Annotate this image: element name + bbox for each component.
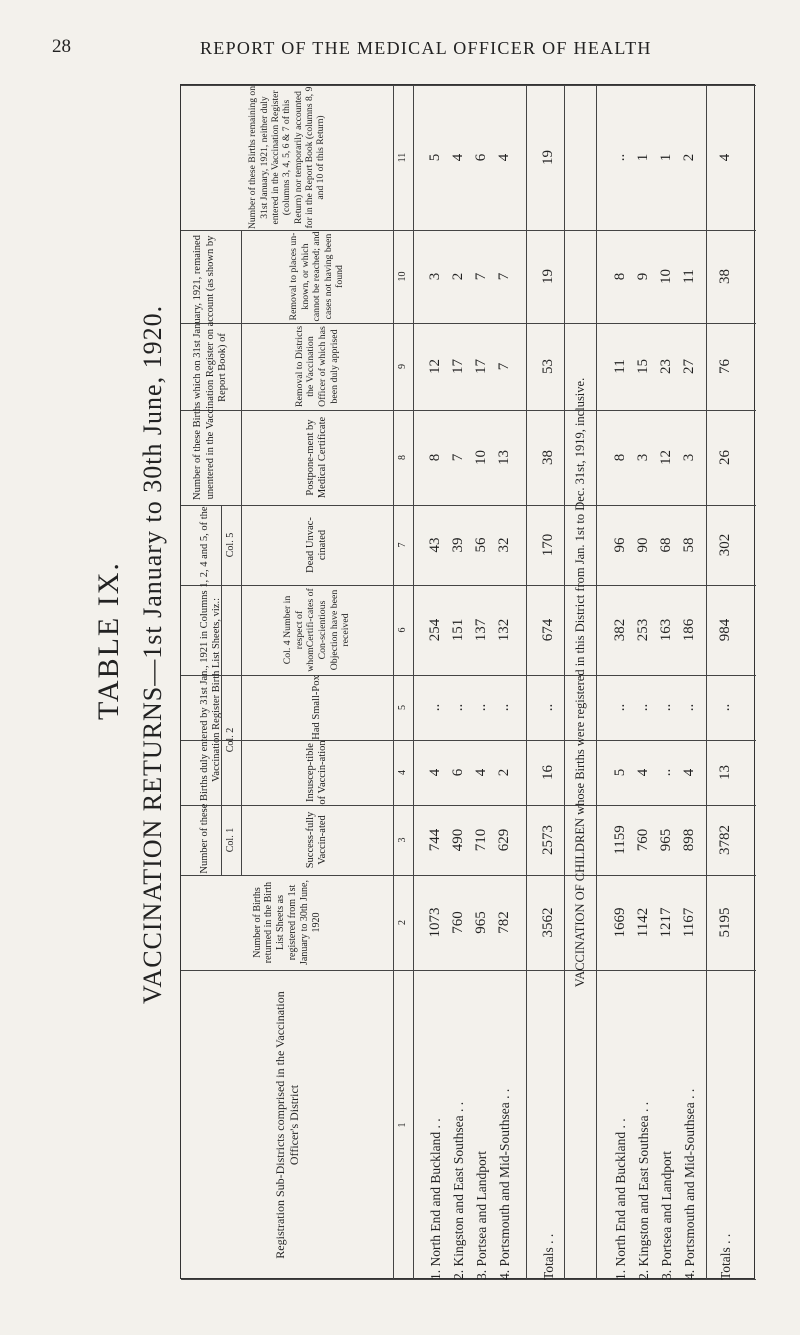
table-cell: 7 (496, 362, 513, 371)
table-cell: 674 (540, 618, 557, 642)
column-number: 2 (397, 920, 409, 925)
district-name: 1. North End and Buckland . . (613, 1118, 629, 1280)
col2b-header: Had Small-Pox (310, 675, 322, 740)
table-cell: 7 (496, 272, 513, 281)
table-cell: 3 (427, 272, 444, 281)
table-cell: 760 (450, 911, 467, 934)
table-cell: 11 (681, 269, 698, 284)
district-name: 3. Portsea and Landport (474, 1151, 490, 1280)
table-cell: 782 (496, 911, 513, 934)
page-title: VACCINATION RETURNS—1st January to 30th June, 1920. (138, 304, 167, 1004)
table-cell: 39 (450, 537, 467, 553)
column-number: 7 (397, 542, 409, 548)
col9-header: Removal to Districts the Vaccination Officer of which has been duly apprised (293, 325, 340, 408)
column-number: 8 (397, 455, 409, 460)
table-cell: 12 (427, 359, 444, 374)
table-cell: 2 (450, 272, 467, 281)
column-number: 5 (397, 705, 409, 710)
column-rule (413, 85, 414, 1280)
table-cell: 4 (450, 153, 467, 162)
table-cell: 8 (427, 453, 444, 462)
col2-label: Col. 2 (225, 727, 237, 753)
table-cell: 965 (658, 828, 675, 852)
table-cell: 53 (540, 359, 557, 374)
table-cell: 4 (427, 768, 444, 777)
table-cell: 26 (717, 450, 734, 465)
table-cell: 38 (540, 450, 557, 465)
table-cell: 4 (681, 768, 698, 777)
column-number: 11 (397, 152, 409, 163)
table-cell: 2 (496, 768, 513, 777)
table-cell: 5195 (717, 907, 734, 938)
col4-header: Col. 4 Number in respect of whomCertifi-cates of Con-scientious Objection have been received (282, 588, 352, 672)
table-cell: 17 (473, 359, 490, 374)
table-cell: 10 (658, 269, 675, 284)
table-cell: .. (450, 703, 467, 712)
table-cell: 19 (540, 150, 557, 165)
vaccination-table (180, 84, 755, 1279)
table-cell: 13 (496, 450, 513, 465)
table-cell: 15 (635, 359, 652, 374)
table-cell: 2 (681, 153, 698, 162)
table-cell: 32 (496, 537, 513, 553)
table-cell: 43 (427, 537, 444, 553)
running-head: REPORT OF THE MEDICAL OFFICER OF HEALTH (200, 38, 652, 58)
table-cell: 132 (496, 618, 513, 642)
col1-label: Col. 1 (225, 827, 237, 853)
table-cell: .. (612, 153, 629, 162)
table-cell: 4 (496, 153, 513, 162)
district-name: 3. Portsea and Landport (659, 1151, 675, 1280)
table-cell: .. (658, 703, 675, 712)
table-cell: 302 (717, 533, 734, 557)
table-cell: 253 (635, 618, 652, 642)
district-name: 4. Portsmouth and Mid-Southsea . . (682, 1088, 698, 1280)
table-cell: 90 (635, 537, 652, 553)
col8-header: Postpone-ment by Medical Certificate (304, 416, 328, 499)
district-header: Registration Sub-Districts comprised in the Vaccination Officer's District (272, 991, 301, 1259)
table-cell: 186 (681, 618, 698, 642)
column-rule (564, 85, 565, 1280)
table-cell: .. (635, 703, 652, 712)
table-cell: 76 (717, 359, 734, 374)
table-cell: 1159 (612, 825, 629, 855)
table-cell: .. (540, 703, 557, 712)
table-cell: 3782 (717, 825, 734, 855)
column-rule (526, 85, 527, 1280)
column-rule (596, 85, 597, 1280)
table-cell: 23 (658, 359, 675, 374)
district-name: 2. Kingston and East Southsea . . (636, 1101, 652, 1280)
table-cell: 1167 (681, 907, 698, 938)
col5-label: Col. 5 (225, 532, 237, 558)
table-cell: 2573 (540, 825, 557, 855)
table-cell: 1 (635, 153, 652, 162)
table-cell: 1217 (658, 907, 675, 938)
column-number: 9 (397, 364, 409, 369)
table-cell: .. (658, 768, 675, 777)
table-cell: 96 (612, 537, 629, 553)
table-cell: 1 (658, 153, 675, 162)
column-number: 4 (397, 770, 409, 775)
column-number: 6 (397, 627, 409, 633)
table-cell: 6 (473, 153, 490, 162)
table-cell: 898 (681, 828, 698, 852)
column-rule (221, 505, 222, 875)
section2-title: VACCINATION OF CHILDREN whose Births were registered in this District from Jan. 1st to Dec. 31st, 1919, inclusive. (572, 377, 587, 988)
table-cell: .. (681, 703, 698, 712)
table-cell: 984 (717, 618, 734, 642)
table-cell: .. (427, 703, 444, 712)
column-number: 3 (397, 837, 409, 843)
district-name: Totals . . (718, 1233, 734, 1280)
group-remained-header: Number of these Births which on 31st January, 1921, remained unentered in the Vaccination Register on account (as shown by Report Book) of (192, 235, 229, 500)
col1-header: Success-fully Vaccin-ated (304, 811, 328, 869)
table-cell: 6 (450, 768, 467, 777)
col2a-header: Insuscep-tible of Vaccin-ation (304, 740, 328, 805)
table-cell: .. (473, 703, 490, 712)
table-cell: .. (717, 703, 734, 712)
table-cell: 965 (473, 911, 490, 934)
table-cell: 760 (635, 828, 652, 852)
table-cell: 170 (540, 533, 557, 557)
table-cell: 254 (427, 618, 444, 642)
births-returned-header: Number of Births returned in the Birth List Sheets as registered from 1st January to 30th June, 1920 (251, 880, 322, 965)
district-name: 1. North End and Buckland . . (428, 1118, 444, 1280)
table-cell: 4 (473, 768, 490, 777)
column-rule (241, 230, 242, 505)
table-cell: 58 (681, 537, 698, 553)
table-cell: 11 (612, 359, 629, 374)
table-cell: 19 (540, 269, 557, 284)
table-cell: .. (496, 703, 513, 712)
table-cell: 5 (427, 153, 444, 162)
table-cell: 27 (681, 359, 698, 374)
table-cell: 5 (612, 768, 629, 777)
col5-header: Dead Unvac-cinated (304, 517, 328, 573)
table-cell: 1073 (427, 907, 444, 938)
table-cell: 17 (450, 359, 467, 374)
table-cell: 38 (717, 269, 734, 284)
column-number: 10 (397, 271, 409, 282)
table-cell: 744 (427, 828, 444, 852)
table-cell: 1142 (635, 907, 652, 938)
table-cell: 8 (612, 272, 629, 281)
table-cell: 13 (717, 765, 734, 780)
table-cell: 10 (473, 450, 490, 465)
column-rule (241, 505, 242, 875)
table-cell: 7 (473, 272, 490, 281)
table-cell: 710 (473, 828, 490, 852)
table-cell: 163 (658, 618, 675, 642)
table-cell: 7 (450, 453, 467, 462)
page-number: 28 (52, 36, 71, 57)
table-cell: 16 (540, 765, 557, 780)
table-cell: 3 (635, 453, 652, 462)
table-cell: 4 (635, 768, 652, 777)
table-cell: 490 (450, 828, 467, 852)
column-rule (706, 85, 707, 1280)
table-cell: .. (612, 703, 629, 712)
district-name: Totals . . (541, 1233, 557, 1280)
table-cell: 56 (473, 537, 490, 553)
group-main-header: Number of these Births duly entered by 31st Jan., 1921 in Columns 1, 2, 4 and 5, of the Vaccination Register Birth List Sheets, viz.: (198, 506, 222, 874)
table-cell: 151 (450, 618, 467, 642)
table-cell: 8 (612, 453, 629, 462)
table-cell: 68 (658, 537, 675, 553)
table-cell: 3 (681, 453, 698, 462)
table-cell: 3562 (540, 907, 557, 938)
table-label: TABLE IX. (92, 561, 125, 720)
table-cell: 12 (658, 450, 675, 465)
col10-header: Removal to places un-known, or which cannot be reached; and cases not having been found (288, 231, 346, 322)
table-cell: 9 (635, 272, 652, 281)
group-remaining-header: Number of these Births remaining on 31st January, 1921, neither duly entered in the Vaccination Register (columns 3, 4, 5, 6 & 7 of this Return) nor temporarily accounted for in the Report Book (columns 8, 9 and 10 of this Return) (247, 85, 327, 230)
table-cell: 629 (496, 828, 513, 852)
district-name: 2. Kingston and East Southsea . . (451, 1101, 467, 1280)
table-cell: 137 (473, 618, 490, 642)
table-cell: 1669 (612, 907, 629, 938)
column-number: 1 (397, 1122, 409, 1128)
table-cell: 382 (612, 618, 629, 642)
district-name: 4. Portsmouth and Mid-Southsea . . (497, 1088, 513, 1280)
table-cell: 4 (717, 153, 734, 162)
